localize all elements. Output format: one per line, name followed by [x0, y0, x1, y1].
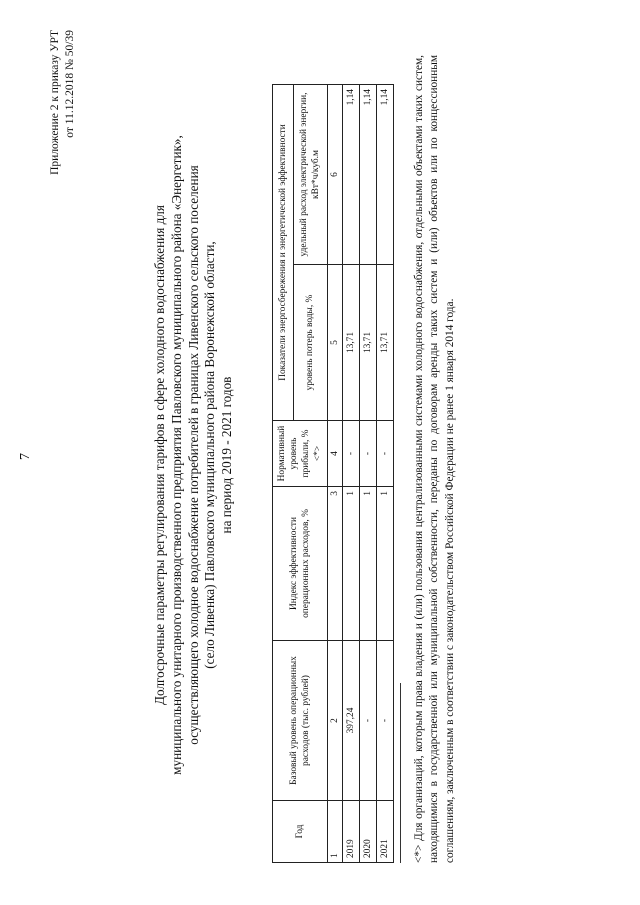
- table-row: [343, 85, 360, 863]
- table-row: [360, 85, 377, 863]
- document-title: [152, 75, 236, 835]
- column-number: 4: [328, 421, 343, 487]
- title-line-3: осуществляющего холодное водоснабжение потребителей в границах Ливенского сельского поселения: [185, 165, 201, 745]
- footnote-text: <*> Для организаций, которым права владения и (или) пользования централизованными системами холодного водоснабжения, отдельными объектами таких систем, находящимися в государственной или муниципальной собственности, переданы по договорам аренды таких систем и (или) объектов или по концессионным соглашениям, заключенным в соответствии с законодательством Российской Федерации не ранее 1 января 2014 года.: [413, 55, 456, 863]
- header-efficiency-index: Индекс эффективности операционных расходов, %: [273, 487, 328, 641]
- cell-electricity: 1,14: [377, 85, 394, 265]
- annex-reference: [48, 30, 78, 175]
- cell-profit-level: -: [360, 421, 377, 487]
- title-line-2: муниципального унитарного производственного предприятия Павловского муниципального района «Энергетик»,: [168, 135, 184, 775]
- header-energy-group: Показатели энергосбережения и энергетической эффективности: [273, 85, 294, 421]
- cell-profit-level: -: [343, 421, 360, 487]
- footnote-divider: [400, 683, 401, 863]
- column-number: 5: [328, 265, 343, 421]
- title-line-1: Долгосрочные параметры регулирования тарифов в сфере холодного водоснабжения для: [152, 205, 167, 705]
- column-number: 1: [328, 801, 343, 863]
- cell-efficiency-index: 1: [377, 487, 394, 641]
- column-number: 2: [328, 641, 343, 801]
- column-number: 6: [328, 85, 343, 265]
- header-electricity: удельный расход электрической энергии, кВт*ч/куб.м: [293, 85, 327, 265]
- cell-water-loss: 13,71: [343, 265, 360, 421]
- cell-efficiency-index: 1: [360, 487, 377, 641]
- cell-electricity: 1,14: [343, 85, 360, 265]
- tariff-parameters-table: [272, 84, 394, 863]
- title-line-4: (село Ливенка) Павловского муниципального района Воронежской области,: [202, 241, 218, 669]
- cell-base-level: 397,24: [343, 641, 360, 801]
- header-water-loss: уровень потерь воды, %: [293, 265, 327, 421]
- header-year: Год: [273, 801, 328, 863]
- cell-base-level: -: [377, 641, 394, 801]
- title-line-5: на период 2019 - 2021 годов: [219, 376, 235, 534]
- header-profit-level: Нормативный уровень прибыли, % <*>: [273, 421, 328, 487]
- column-number-row: [328, 85, 343, 863]
- cell-base-level: -: [360, 641, 377, 801]
- cell-year: 2021: [377, 801, 394, 863]
- cell-electricity: 1,14: [360, 85, 377, 265]
- annex-line-2: от 11.12.2018 № 50/39: [64, 30, 76, 138]
- cell-water-loss: 13,71: [377, 265, 394, 421]
- column-number: 3: [328, 487, 343, 641]
- cell-water-loss: 13,71: [360, 265, 377, 421]
- annex-line-1: Приложение 2 к приказу УРТ: [49, 30, 61, 175]
- page-number: 7: [18, 453, 33, 460]
- cell-efficiency-index: 1: [343, 487, 360, 641]
- table-row: [377, 85, 394, 863]
- cell-year: 2020: [360, 801, 377, 863]
- header-base-level: Базовый уровень операционных расходов (тыс. рублей): [273, 641, 328, 801]
- cell-profit-level: -: [377, 421, 394, 487]
- cell-year: 2019: [343, 801, 360, 863]
